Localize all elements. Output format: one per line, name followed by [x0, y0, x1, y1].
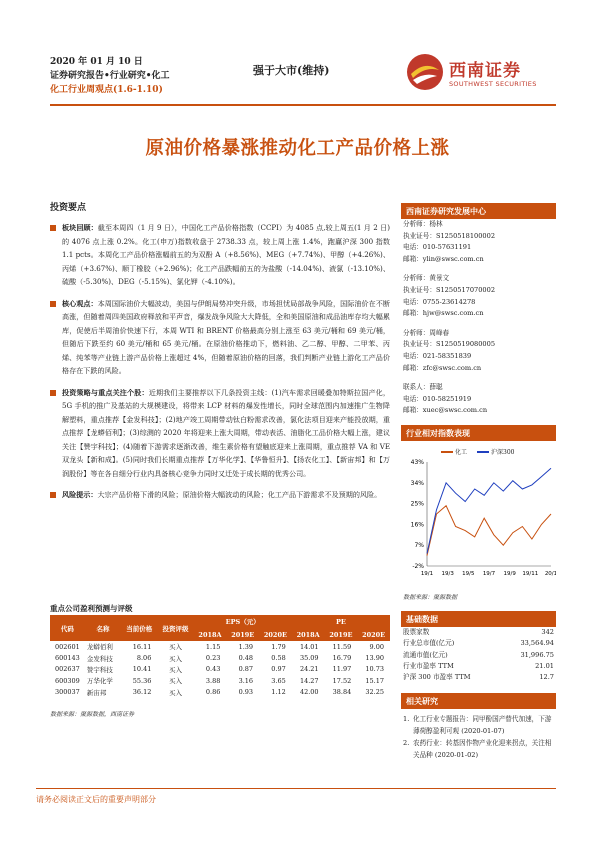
- analyst-line: 联系人：薛聪: [403, 383, 443, 392]
- table-row: [50, 687, 390, 698]
- table-row: [50, 675, 390, 686]
- y-tick-label: 25%: [410, 500, 424, 508]
- y-tick-label: 7%: [414, 542, 424, 550]
- bullet-icon: [50, 301, 56, 307]
- table-row: [50, 664, 390, 675]
- table-cell: 0.23: [205, 654, 221, 663]
- paragraph-label: 风险提示：: [62, 490, 98, 499]
- footer-divider: [36, 788, 556, 789]
- table-cell: 42.00: [299, 688, 319, 697]
- analyst-line: 电话：010-58251919: [403, 394, 472, 403]
- basic-data-key: 沪深 300 市盈率 TTM: [403, 673, 471, 682]
- paragraph-label: 投资策略与重点关注个股：: [62, 387, 149, 397]
- year-header: 2019E: [226, 628, 259, 641]
- basic-data-header: 基础数据: [401, 611, 556, 627]
- analyst-line: 电话：0755-23614278: [403, 297, 476, 306]
- analyst-line: 邮箱：hjw@swsc.com.cn: [403, 309, 484, 318]
- table-cell: 35.09: [299, 654, 319, 663]
- performance-chart: [401, 447, 556, 601]
- year-header: 2018A: [292, 628, 325, 641]
- table-cell: 买入: [168, 665, 182, 674]
- related-item: [403, 713, 554, 737]
- basic-data-value: 21.01: [535, 661, 554, 670]
- table-cell: 10.41: [132, 665, 152, 674]
- research-center-header: 西南证券研究发展中心: [401, 203, 556, 219]
- table-cell: 17.52: [332, 676, 352, 685]
- table-cell: 002601: [55, 642, 80, 651]
- table-cell: 0.93: [238, 688, 254, 697]
- table-cell: 1.12: [271, 688, 286, 697]
- paragraph-label: 板块回顾：: [62, 223, 98, 232]
- related-number: 1.: [403, 715, 410, 724]
- analyst-gap: [403, 374, 554, 382]
- legend-item: [441, 447, 467, 456]
- x-tick-label: 19/3: [441, 570, 454, 577]
- paragraph-text: 近期我们主要推荐以下几条投资主线：(1)汽车需求回暖叠加特斯拉国产化，5G 手机的推广及基站的大规模建设，将带来 LCP 材料的爆发性增长，同时全球范围内加速推广生物降解塑料，重点推荐【金发科技】；(2)地产竣工周期带动钛白粉需求改善，氯化法项目迎来产能投放期，重点推荐【龙蟒佰利】；(3)综测的 2020 年将迎来上涨大周期，带动表活、油脂化工品价格大幅上涨，建议关注【赞宇科技】；(4)随着下游需求逐渐改善，维生素价格有望触底迎来上涨周期，重点推荐 VA 和 VE 双龙头【新和成】。(5)同时我们长期重点推荐【万华化学】、【华鲁恒升】、【扬农化工】、【新宙邦】和【万润股份】等在各自细分行业内具备核心竞争力同时又迁处于成长期的优秀公司。: [62, 387, 391, 478]
- x-tick-label: 20/1: [544, 570, 556, 577]
- related-list: [401, 709, 556, 761]
- legend-label: 化工: [455, 448, 468, 456]
- basic-data-row: [401, 672, 556, 683]
- basic-data-list: [401, 627, 556, 683]
- y-tick-label: 34%: [410, 479, 424, 487]
- table-cell: 36.12: [132, 688, 152, 697]
- basic-data-row: [401, 638, 556, 649]
- table-cell: 龙蟒佰利: [86, 643, 113, 652]
- basic-data-value: 342: [541, 627, 554, 636]
- basic-data-value: 12.7: [539, 673, 554, 682]
- basic-data-key: 行业市盈率 TTM: [403, 661, 454, 670]
- year-header: 2018A: [194, 628, 227, 641]
- table-cell: 1.79: [271, 642, 286, 651]
- related-text: 农药行业：转基因作物产业化迎来拐点，关注相关品种 (2020-01-02): [413, 739, 552, 760]
- paragraph-label: 核心观点：: [62, 298, 98, 308]
- summary-heading: 投资要点: [50, 203, 87, 213]
- table-cell: 3.16: [238, 676, 254, 685]
- col-eps: EPS（元）: [194, 615, 292, 628]
- basic-data-value: 33,564.94: [520, 639, 554, 648]
- analyst-line: 分析师：杨林: [403, 220, 443, 228]
- analyst-gap: [403, 265, 554, 273]
- basic-data-row: [401, 661, 556, 672]
- table-cell: 0.43: [205, 665, 221, 674]
- paragraph-text: 截至本周四（1 月 9 日），中国化工产品价格指数（CCPI）为 4085 点,较上周五(1 月 2 日)的 4076 点上涨 0.2%。化工(申万)指数收盘于 2738.33 点，较上周上涨 1.4%，跑赢沪深 300 指数 1.1 pcts。本周化工产品价格涨幅前五的为双酚 A（+8.56%)、MEG（+7.74%)、甲醇（+4.26%)、丙烯（+3.67%)、顺丁橡胶（+2.96%)；化工产品跌幅前五的为盐酸（-14.04%)、液氯（-13.10%)、硫酸（-5.30%)、DEG（-5.15%)、氯化钾（-4.10%)。: [62, 223, 390, 286]
- analyst-line: 邮箱：zfc@swsc.com.cn: [403, 363, 482, 372]
- table-cell: 新宙邦: [86, 688, 107, 697]
- year-header: 2019E: [325, 628, 358, 641]
- chart-legend: [441, 447, 556, 456]
- summary-paragraph: [50, 488, 390, 502]
- table-row: [50, 652, 390, 663]
- report-title: 原油价格暴涨推动化工产品价格上涨: [145, 138, 450, 159]
- analyst-list: [401, 219, 556, 417]
- table-cell: 3.65: [271, 676, 286, 685]
- industry-rating: 强于大市(维持): [253, 64, 330, 77]
- logo-name: 西南证券: [449, 61, 521, 81]
- table-cell: 14.27: [299, 676, 319, 685]
- logo-subtitle: SOUTHWEST SECURITIES: [449, 80, 537, 88]
- analyst-line: 执业证号：S1250519080005: [403, 340, 496, 349]
- table-cell: 8.06: [136, 654, 152, 663]
- analyst-line: 执业证号：S1250518100002: [403, 231, 496, 240]
- x-tick-label: 19/1: [420, 570, 434, 577]
- basic-data-key: 股票家数: [403, 627, 430, 636]
- table-cell: 9.00: [369, 642, 384, 651]
- basic-data-value: 31,996.75: [520, 650, 554, 659]
- paragraph-text: 本周国际油价大幅波动，美国与伊朗局势冲突升级，市场担忧局部战争风险，国际油价在不断高涨，但随着周四美国政府释放和平声音，爆发战争风险大大降低，全和美国原油和成品油库存均大幅累库，促使后半周油价快速下行，本周 WTI 和 BRENT 价格最高分别上涨至 63 美元/桶和 69 美元/桶，但随后下跌至约 60 美元/桶和 65 美元/桶。在原油价格推动下，燃料油、乙二醇、甲醇、二甲苯、丙烯、纯苯等产业链上游产品价格上涨超过 4%，但随着原油价格的回落，我们判断产业链上游化工产品价格存在下跌的风险。: [62, 298, 390, 375]
- legend-swatch: [477, 451, 489, 453]
- col-rating: 投资评级: [157, 615, 193, 641]
- report-meta: [50, 55, 170, 97]
- table-cell: 55.36: [132, 676, 152, 685]
- series-line: [427, 506, 551, 556]
- table-cell: 3.88: [205, 676, 221, 685]
- bullet-icon: [50, 390, 56, 396]
- logo-emblem-icon: [405, 52, 445, 92]
- table-cell: 300037: [55, 688, 80, 697]
- x-tick-label: 19/9: [503, 570, 516, 577]
- footer-disclaimer: 请务必阅读正文后的重要声明部分: [36, 795, 156, 804]
- basic-data-row: [401, 627, 556, 638]
- table-cell: 16.11: [132, 642, 152, 651]
- col-price: 当前价格: [121, 615, 157, 641]
- table-cell: 买入: [168, 677, 182, 686]
- analyst-line: 电话：010-57631191: [403, 243, 472, 252]
- table-cell: 赞宇科技: [86, 665, 113, 674]
- related-header: 相关研究: [401, 693, 556, 709]
- col-pe: PE: [292, 615, 390, 628]
- performance-chart-svg: [401, 456, 556, 586]
- table-cell: 0.87: [238, 665, 254, 674]
- related-item: [403, 737, 554, 761]
- col-code: 代码: [50, 615, 85, 641]
- analyst-line: 邮箱：xuec@swsc.com.cn: [403, 406, 488, 415]
- perf-header: 行业相对指数表现: [401, 425, 556, 441]
- legend-item: [477, 447, 514, 456]
- y-tick-label: 43%: [410, 458, 424, 466]
- table-cell: 买入: [168, 688, 182, 697]
- basic-data-key: 行业总市值(亿元): [403, 639, 455, 648]
- paragraph-text: 大宗产品价格下滑的风险；原油价格大幅波动的风险；化工产品下游需求不及预期的风险。: [97, 490, 382, 499]
- table-cell: 买入: [168, 643, 182, 652]
- chart-source: 数据来源：聚源数据: [403, 593, 458, 601]
- table-cell: 38.84: [332, 688, 352, 697]
- x-tick-label: 19/7: [482, 570, 496, 577]
- table-cell: 15.17: [365, 676, 384, 685]
- table-cell: 14.01: [299, 642, 319, 651]
- table-cell: 13.90: [365, 654, 384, 663]
- table-cell: 买入: [168, 654, 182, 663]
- table-cell: 11.97: [332, 665, 352, 674]
- legend-swatch: [441, 451, 453, 453]
- table-cell: 0.58: [271, 654, 286, 663]
- summary-section: [50, 200, 390, 510]
- header-divider: [50, 104, 556, 106]
- analyst-line: 分析师：黄景文: [403, 274, 450, 283]
- x-tick-label: 19/11: [522, 570, 539, 577]
- forecast-title: 重点公司盈利预测与评级: [50, 604, 133, 613]
- analyst-line: 电话：021-58351839: [403, 351, 472, 360]
- year-header: 2020E: [259, 628, 292, 641]
- series-line: [427, 468, 551, 553]
- report-series: 化工行业周观点(1.6-1.10): [50, 85, 163, 95]
- table-cell: 600143: [55, 654, 80, 663]
- col-name: 名称: [85, 615, 121, 641]
- legend-label: 沪深300: [491, 448, 515, 456]
- x-tick-label: 19/5: [462, 570, 475, 577]
- table-cell: 11.59: [332, 642, 352, 651]
- bullet-icon: [50, 225, 56, 231]
- y-tick-label: -2%: [412, 562, 424, 570]
- table-cell: 10.73: [365, 665, 384, 674]
- table-cell: 金发科技: [86, 654, 113, 663]
- summary-paragraph: [50, 297, 390, 378]
- basic-data-row: [401, 650, 556, 661]
- table-cell: 1.15: [205, 642, 221, 651]
- table-row: [50, 641, 390, 652]
- table-cell: 0.48: [238, 654, 254, 663]
- table-cell: 002637: [55, 665, 80, 674]
- table-cell: 1.39: [238, 642, 254, 651]
- report-date: 2020 年 01 月 10 日: [50, 57, 143, 67]
- table-cell: 0.86: [205, 688, 221, 697]
- analyst-gap: [403, 320, 554, 328]
- basic-data-key: 流通市值(亿元): [403, 650, 448, 659]
- y-tick-label: 16%: [410, 521, 424, 529]
- related-text: 化工行业专题报告：同甲酚国产替代加速，下游薄荷醇盈利可观 (2020-01-07): [413, 715, 552, 736]
- forecast-source: 数据来源：聚源数据，西南证券: [50, 711, 135, 718]
- table-cell: 600309: [55, 676, 80, 685]
- analyst-line: 邮箱：ylin@swsc.com.cn: [403, 254, 484, 263]
- table-cell: 16.79: [332, 654, 352, 663]
- report-type: 证券研究报告•行业研究•化工: [50, 71, 170, 81]
- forecast-table: [50, 615, 390, 698]
- table-cell: 24.21: [299, 665, 319, 674]
- summary-paragraph: [50, 386, 390, 481]
- related-number: 2.: [403, 739, 410, 748]
- year-header: 2020E: [357, 628, 390, 641]
- table-cell: 万华化学: [86, 677, 113, 686]
- analyst-line: 分析师：周峰春: [403, 328, 450, 337]
- summary-paragraph: [50, 221, 390, 289]
- company-logo: [405, 52, 555, 96]
- table-cell: 32.25: [365, 688, 384, 697]
- table-cell: 0.97: [271, 665, 286, 674]
- analyst-line: 执业证号：S1250517070002: [403, 285, 496, 294]
- bullet-icon: [50, 492, 56, 498]
- sidebar: [401, 203, 556, 761]
